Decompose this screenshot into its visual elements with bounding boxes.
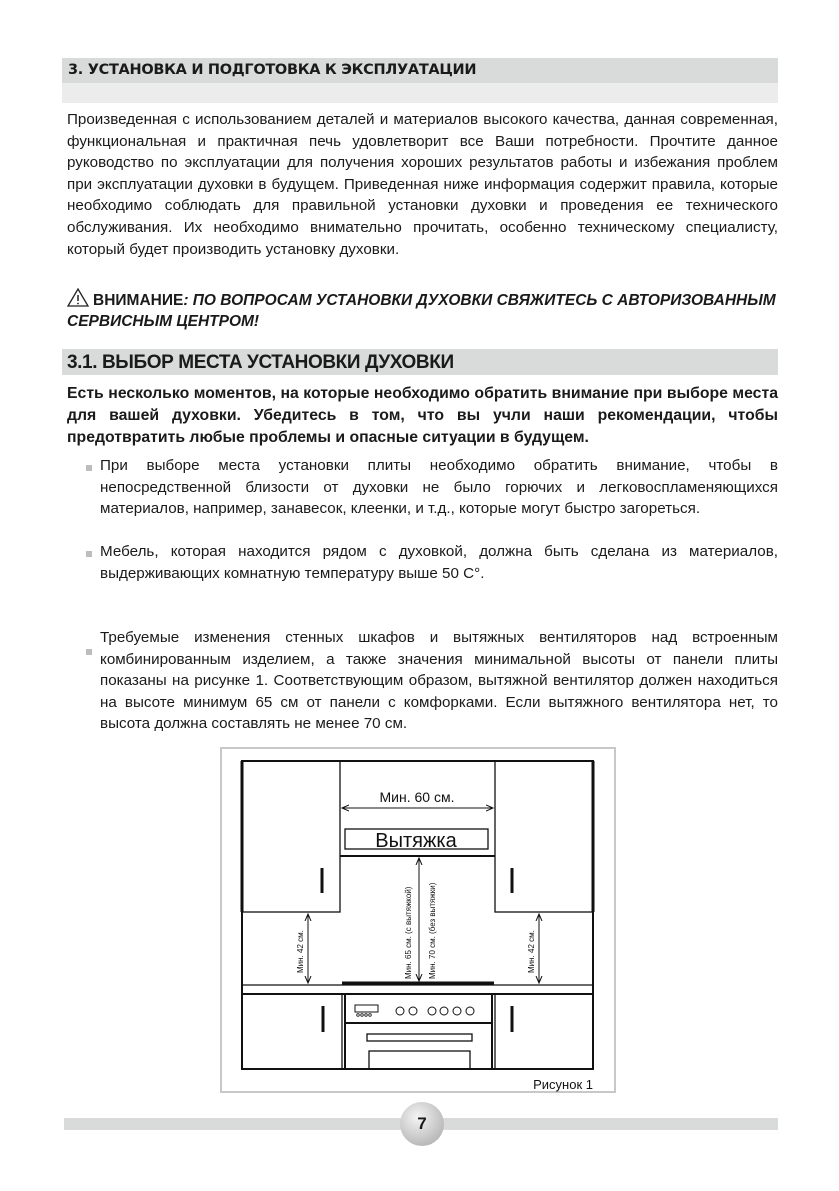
- intro-paragraph: Произведенная с использованием деталей и материалов высокого качества, данная современная, функциональная и практичная печь удовлетворит все Ваши потребности. Прочтите данное руководство по эксплуатации для получения хороших результатов работы и избежания проблем при эксплуатации духовки в будущем. Приведенная ниже информация содержит правила, которые необходимо соблюдать для правильной установки духовки и проведения ее технического обслуживания. Их необходимо внимательно прочитать, особенно техническому специалисту, который будет производить установку духовки.: [67, 111, 778, 258]
- oven-window: [369, 1051, 470, 1069]
- bullet-item: При выборе места установки плиты необходимо обратить внимание, чтобы в непосредственной близости от духовки не было горючих и легковоспламеняющихся материалов, например, занавесок, клеенки, и т.д., которые могут быстро загореться.: [100, 457, 778, 518]
- oven-knobs: [396, 1007, 474, 1015]
- section-title: 3. УСТАНОВКА И ПОДГОТОВКА К ЭКСПЛУАТАЦИИ: [62, 58, 778, 83]
- warning-text: : ПО ВОПРОСАМ УСТАНОВКИ ДУХОВКИ СВЯЖИТЕСЬ С АВТОРИЗОВАННЫМ СЕРВИСНЫМ ЦЕНТРОМ!: [67, 292, 776, 330]
- with-hood-label: Мин. 65 см. (с вытяжкой): [404, 886, 413, 979]
- hood-label: Вытяжка: [375, 830, 457, 852]
- page-number: 7: [400, 1102, 444, 1146]
- figure-caption: Рисунок 1: [533, 1077, 593, 1092]
- side-right-label: Мин. 42 см.: [527, 930, 536, 973]
- oven-door-handle: [367, 1034, 472, 1041]
- upper-cabinet-left: [242, 761, 340, 912]
- side-left-label: Мин. 42 см.: [296, 930, 305, 973]
- warning-label: ВНИМАНИЕ: [93, 292, 184, 309]
- upper-cabinet-right: [495, 761, 593, 912]
- bullet-item: Мебель, которая находится рядом с духовкой, должна быть сделана из материалов, выдерживающих комнатную температуру выше 50 С°.: [100, 543, 778, 582]
- subsection-title: 3.1. ВЫБОР МЕСТА УСТАНОВКИ ДУХОВКИ: [62, 349, 778, 375]
- without-hood-label: Мин. 70 см. (без вытяжки): [428, 882, 437, 979]
- bullet-item: Требуемые изменения стенных шкафов и вытяжных вентиляторов над встроенным комбинированным изделием, а также значения минимальной высоты от панели плиты показаны на рисунке 1. Соответствующим образом, вытяжной вентилятор должен находиться на высоте минимум 65 см от панели с комфорками. Если вытяжного вентилятора нет, то высота должна составлять не менее 70 см.: [100, 629, 778, 733]
- lead-paragraph: Есть несколько моментов, на которые необходимо обратить внимание при выборе места для вашей духовки. Убедитесь в том, что вы учли наши рекомендации, чтобы предотвратить любые проблемы и опасные ситуации в будущем.: [67, 385, 778, 446]
- width-label: Мин. 60 см.: [379, 789, 455, 805]
- oven-display: [355, 1005, 378, 1012]
